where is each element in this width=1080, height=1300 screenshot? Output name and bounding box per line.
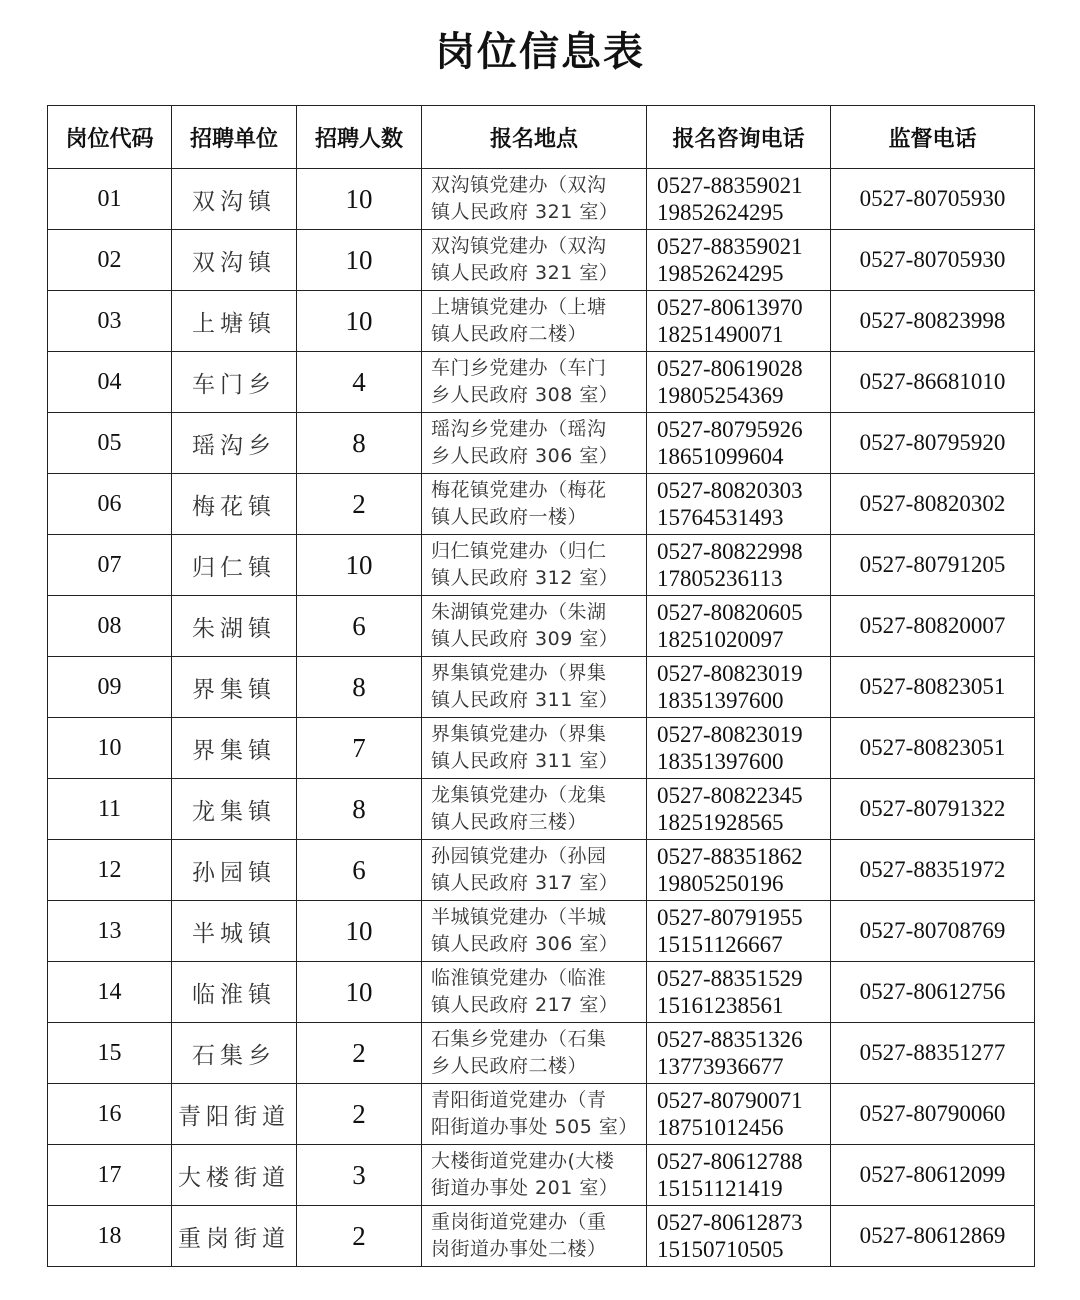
registration-place-line-2: 镇人民政府 311 室） bbox=[431, 750, 619, 772]
registration-place-line-1: 朱湖镇党建办（朱湖 bbox=[431, 601, 607, 623]
recruiting-unit-cell: 重岗街道 bbox=[172, 1206, 297, 1267]
inquiry-phone-cell bbox=[647, 840, 831, 901]
registration-place-line-1: 界集镇党建办（界集 bbox=[431, 723, 607, 745]
recruit-count-cell: 10 bbox=[297, 291, 422, 352]
inquiry-phone-cell bbox=[647, 779, 831, 840]
registration-place-cell bbox=[422, 291, 647, 352]
table-body bbox=[48, 169, 1035, 1267]
table-row bbox=[48, 657, 1035, 718]
inquiry-landline: 0527-88359021 bbox=[657, 173, 803, 198]
registration-place-cell bbox=[422, 230, 647, 291]
inquiry-landline: 0527-80791955 bbox=[657, 905, 803, 930]
inquiry-mobile: 18651099604 bbox=[657, 444, 784, 469]
inquiry-landline: 0527-88351862 bbox=[657, 844, 803, 869]
recruiting-unit-cell: 朱湖镇 bbox=[172, 596, 297, 657]
inquiry-mobile: 17805236113 bbox=[657, 566, 783, 591]
registration-place-cell bbox=[422, 1084, 647, 1145]
header-recruit-count: 招聘人数 bbox=[297, 106, 422, 169]
inquiry-phone-cell bbox=[647, 596, 831, 657]
inquiry-mobile: 15151126667 bbox=[657, 932, 783, 957]
supervision-phone-cell: 0527-88351972 bbox=[831, 840, 1035, 901]
header-position-code: 岗位代码 bbox=[48, 106, 172, 169]
registration-place-cell bbox=[422, 657, 647, 718]
registration-place-cell bbox=[422, 169, 647, 230]
inquiry-landline: 0527-80795926 bbox=[657, 417, 803, 442]
inquiry-landline: 0527-88359021 bbox=[657, 234, 803, 259]
registration-place-cell bbox=[422, 474, 647, 535]
recruit-count-cell: 10 bbox=[297, 169, 422, 230]
inquiry-phone-cell bbox=[647, 474, 831, 535]
table-row bbox=[48, 1206, 1035, 1267]
inquiry-landline: 0527-88351326 bbox=[657, 1027, 803, 1052]
table-row bbox=[48, 413, 1035, 474]
recruiting-unit-cell: 青阳街道 bbox=[172, 1084, 297, 1145]
supervision-phone-cell: 0527-80705930 bbox=[831, 230, 1035, 291]
supervision-phone-cell: 0527-88351277 bbox=[831, 1023, 1035, 1084]
supervision-phone-cell: 0527-80823051 bbox=[831, 657, 1035, 718]
registration-place-cell bbox=[422, 901, 647, 962]
inquiry-mobile: 15764531493 bbox=[657, 505, 784, 530]
table-row bbox=[48, 779, 1035, 840]
registration-place-line-1: 大楼街道党建办(大楼 bbox=[431, 1150, 615, 1172]
inquiry-phone-cell bbox=[647, 1145, 831, 1206]
registration-place-line-1: 龙集镇党建办（龙集 bbox=[431, 784, 607, 806]
registration-place-line-2: 乡人民政府二楼） bbox=[431, 1055, 588, 1077]
inquiry-phone-cell bbox=[647, 901, 831, 962]
supervision-phone-cell: 0527-80612099 bbox=[831, 1145, 1035, 1206]
recruit-count-cell: 3 bbox=[297, 1145, 422, 1206]
position-info-table-container bbox=[47, 105, 1035, 1267]
registration-place-line-2: 阳街道办事处 505 室） bbox=[431, 1116, 638, 1138]
recruiting-unit-cell: 界集镇 bbox=[172, 657, 297, 718]
registration-place-cell bbox=[422, 1145, 647, 1206]
inquiry-phone-cell bbox=[647, 535, 831, 596]
inquiry-landline: 0527-80613970 bbox=[657, 295, 803, 320]
supervision-phone-cell: 0527-80820302 bbox=[831, 474, 1035, 535]
registration-place-line-2: 镇人民政府 311 室） bbox=[431, 689, 619, 711]
registration-place-cell bbox=[422, 352, 647, 413]
registration-place-line-1: 双沟镇党建办（双沟 bbox=[431, 174, 607, 196]
position-code-cell: 11 bbox=[48, 779, 172, 840]
supervision-phone-cell: 0527-80612756 bbox=[831, 962, 1035, 1023]
inquiry-phone-cell bbox=[647, 1023, 831, 1084]
inquiry-landline: 0527-80822345 bbox=[657, 783, 803, 808]
supervision-phone-cell: 0527-80791322 bbox=[831, 779, 1035, 840]
registration-place-cell bbox=[422, 840, 647, 901]
recruit-count-cell: 2 bbox=[297, 1206, 422, 1267]
inquiry-mobile: 19852624295 bbox=[657, 200, 784, 225]
supervision-phone-cell: 0527-80820007 bbox=[831, 596, 1035, 657]
inquiry-landline: 0527-80820605 bbox=[657, 600, 803, 625]
recruit-count-cell: 2 bbox=[297, 474, 422, 535]
recruit-count-cell: 10 bbox=[297, 535, 422, 596]
registration-place-cell bbox=[422, 962, 647, 1023]
registration-place-cell bbox=[422, 596, 647, 657]
table-row bbox=[48, 901, 1035, 962]
position-code-cell: 03 bbox=[48, 291, 172, 352]
table-row bbox=[48, 352, 1035, 413]
position-code-cell: 10 bbox=[48, 718, 172, 779]
recruit-count-cell: 7 bbox=[297, 718, 422, 779]
inquiry-landline: 0527-80822998 bbox=[657, 539, 803, 564]
inquiry-mobile: 18351397600 bbox=[657, 749, 784, 774]
inquiry-phone-cell bbox=[647, 962, 831, 1023]
registration-place-line-1: 归仁镇党建办（归仁 bbox=[431, 540, 607, 562]
supervision-phone-cell: 0527-80823998 bbox=[831, 291, 1035, 352]
position-code-cell: 16 bbox=[48, 1084, 172, 1145]
inquiry-phone-cell bbox=[647, 1206, 831, 1267]
supervision-phone-cell: 0527-80612869 bbox=[831, 1206, 1035, 1267]
supervision-phone-cell: 0527-80790060 bbox=[831, 1084, 1035, 1145]
position-code-cell: 07 bbox=[48, 535, 172, 596]
position-code-cell: 09 bbox=[48, 657, 172, 718]
registration-place-line-2: 镇人民政府一楼） bbox=[431, 506, 588, 528]
table-row bbox=[48, 596, 1035, 657]
recruit-count-cell: 4 bbox=[297, 352, 422, 413]
registration-place-line-1: 临淮镇党建办（临淮 bbox=[431, 967, 607, 989]
table-row bbox=[48, 291, 1035, 352]
registration-place-cell bbox=[422, 535, 647, 596]
inquiry-landline: 0527-80619028 bbox=[657, 356, 803, 381]
recruiting-unit-cell: 龙集镇 bbox=[172, 779, 297, 840]
recruit-count-cell: 8 bbox=[297, 413, 422, 474]
header-inquiry-phone: 报名咨询电话 bbox=[647, 106, 831, 169]
inquiry-phone-cell bbox=[647, 1084, 831, 1145]
registration-place-line-1: 梅花镇党建办（梅花 bbox=[431, 479, 607, 501]
registration-place-line-2: 镇人民政府 306 室） bbox=[431, 933, 619, 955]
registration-place-line-1: 双沟镇党建办（双沟 bbox=[431, 235, 607, 257]
inquiry-mobile: 18251020097 bbox=[657, 627, 784, 652]
recruiting-unit-cell: 双沟镇 bbox=[172, 169, 297, 230]
registration-place-line-1: 界集镇党建办（界集 bbox=[431, 662, 607, 684]
recruit-count-cell: 6 bbox=[297, 596, 422, 657]
supervision-phone-cell: 0527-80795920 bbox=[831, 413, 1035, 474]
recruiting-unit-cell: 孙园镇 bbox=[172, 840, 297, 901]
supervision-phone-cell: 0527-80705930 bbox=[831, 169, 1035, 230]
recruiting-unit-cell: 上塘镇 bbox=[172, 291, 297, 352]
position-code-cell: 02 bbox=[48, 230, 172, 291]
registration-place-cell bbox=[422, 779, 647, 840]
inquiry-mobile: 15161238561 bbox=[657, 993, 784, 1018]
table-row bbox=[48, 169, 1035, 230]
registration-place-cell bbox=[422, 413, 647, 474]
table-row bbox=[48, 962, 1035, 1023]
registration-place-line-2: 镇人民政府 321 室） bbox=[431, 201, 619, 223]
position-code-cell: 14 bbox=[48, 962, 172, 1023]
registration-place-line-2: 镇人民政府 217 室） bbox=[431, 994, 619, 1016]
inquiry-phone-cell bbox=[647, 169, 831, 230]
position-code-cell: 01 bbox=[48, 169, 172, 230]
position-code-cell: 06 bbox=[48, 474, 172, 535]
page-title: 岗位信息表 bbox=[435, 29, 645, 75]
table-header-row bbox=[48, 106, 1035, 169]
recruiting-unit-cell: 界集镇 bbox=[172, 718, 297, 779]
header-supervision-phone: 监督电话 bbox=[831, 106, 1035, 169]
recruiting-unit-cell: 梅花镇 bbox=[172, 474, 297, 535]
recruit-count-cell: 10 bbox=[297, 230, 422, 291]
recruiting-unit-cell: 归仁镇 bbox=[172, 535, 297, 596]
registration-place-line-1: 半城镇党建办（半城 bbox=[431, 906, 607, 928]
table-row bbox=[48, 1023, 1035, 1084]
recruiting-unit-cell: 车门乡 bbox=[172, 352, 297, 413]
header-recruiting-unit: 招聘单位 bbox=[172, 106, 297, 169]
recruiting-unit-cell: 半城镇 bbox=[172, 901, 297, 962]
inquiry-landline: 0527-80612788 bbox=[657, 1149, 803, 1174]
recruit-count-cell: 8 bbox=[297, 779, 422, 840]
supervision-phone-cell: 0527-80791205 bbox=[831, 535, 1035, 596]
registration-place-line-2: 镇人民政府 321 室） bbox=[431, 262, 619, 284]
inquiry-phone-cell bbox=[647, 352, 831, 413]
inquiry-mobile: 19852624295 bbox=[657, 261, 784, 286]
recruit-count-cell: 10 bbox=[297, 901, 422, 962]
recruiting-unit-cell: 瑶沟乡 bbox=[172, 413, 297, 474]
inquiry-phone-cell bbox=[647, 718, 831, 779]
registration-place-line-1: 瑶沟乡党建办（瑶沟 bbox=[431, 418, 607, 440]
inquiry-mobile: 15150710505 bbox=[657, 1237, 784, 1262]
inquiry-landline: 0527-88351529 bbox=[657, 966, 803, 991]
registration-place-line-1: 石集乡党建办（石集 bbox=[431, 1028, 607, 1050]
registration-place-line-2: 镇人民政府 309 室） bbox=[431, 628, 619, 650]
registration-place-line-1: 重岗街道党建办（重 bbox=[431, 1211, 607, 1233]
registration-place-line-2: 乡人民政府 306 室） bbox=[431, 445, 619, 467]
table-row bbox=[48, 535, 1035, 596]
registration-place-line-2: 镇人民政府二楼） bbox=[431, 323, 588, 345]
inquiry-mobile: 18351397600 bbox=[657, 688, 784, 713]
recruit-count-cell: 6 bbox=[297, 840, 422, 901]
inquiry-mobile: 19805250196 bbox=[657, 871, 784, 896]
registration-place-line-2: 镇人民政府三楼） bbox=[431, 811, 588, 833]
registration-place-cell bbox=[422, 718, 647, 779]
inquiry-landline: 0527-80612873 bbox=[657, 1210, 803, 1235]
supervision-phone-cell: 0527-80708769 bbox=[831, 901, 1035, 962]
inquiry-mobile: 13773936677 bbox=[657, 1054, 784, 1079]
inquiry-mobile: 18251928565 bbox=[657, 810, 784, 835]
supervision-phone-cell: 0527-86681010 bbox=[831, 352, 1035, 413]
table-row bbox=[48, 1145, 1035, 1206]
inquiry-phone-cell bbox=[647, 657, 831, 718]
inquiry-mobile: 18751012456 bbox=[657, 1115, 784, 1140]
position-code-cell: 18 bbox=[48, 1206, 172, 1267]
position-code-cell: 08 bbox=[48, 596, 172, 657]
position-code-cell: 17 bbox=[48, 1145, 172, 1206]
recruiting-unit-cell: 双沟镇 bbox=[172, 230, 297, 291]
position-code-cell: 04 bbox=[48, 352, 172, 413]
inquiry-phone-cell bbox=[647, 230, 831, 291]
recruiting-unit-cell: 临淮镇 bbox=[172, 962, 297, 1023]
position-info-table bbox=[47, 105, 1035, 1267]
registration-place-line-1: 孙园镇党建办（孙园 bbox=[431, 845, 607, 867]
recruit-count-cell: 10 bbox=[297, 962, 422, 1023]
recruiting-unit-cell: 石集乡 bbox=[172, 1023, 297, 1084]
registration-place-line-1: 上塘镇党建办（上塘 bbox=[431, 296, 607, 318]
table-row bbox=[48, 230, 1035, 291]
registration-place-line-1: 青阳街道党建办（青 bbox=[431, 1089, 607, 1111]
inquiry-mobile: 18251490071 bbox=[657, 322, 784, 347]
supervision-phone-cell: 0527-80823051 bbox=[831, 718, 1035, 779]
registration-place-line-2: 岗街道办事处二楼） bbox=[431, 1238, 607, 1260]
header-registration-place: 报名地点 bbox=[422, 106, 647, 169]
position-code-cell: 13 bbox=[48, 901, 172, 962]
inquiry-landline: 0527-80820303 bbox=[657, 478, 803, 503]
inquiry-mobile: 15151121419 bbox=[657, 1176, 783, 1201]
registration-place-line-2: 街道办事处 201 室） bbox=[431, 1177, 619, 1199]
position-code-cell: 12 bbox=[48, 840, 172, 901]
recruit-count-cell: 2 bbox=[297, 1084, 422, 1145]
inquiry-landline: 0527-80790071 bbox=[657, 1088, 803, 1113]
table-row bbox=[48, 1084, 1035, 1145]
position-code-cell: 05 bbox=[48, 413, 172, 474]
table-row bbox=[48, 840, 1035, 901]
table-row bbox=[48, 718, 1035, 779]
registration-place-line-2: 镇人民政府 317 室） bbox=[431, 872, 619, 894]
registration-place-line-2: 乡人民政府 308 室） bbox=[431, 384, 619, 406]
inquiry-mobile: 19805254369 bbox=[657, 383, 784, 408]
registration-place-cell bbox=[422, 1023, 647, 1084]
recruit-count-cell: 8 bbox=[297, 657, 422, 718]
registration-place-line-1: 车门乡党建办（车门 bbox=[431, 357, 607, 379]
registration-place-cell bbox=[422, 1206, 647, 1267]
inquiry-landline: 0527-80823019 bbox=[657, 722, 803, 747]
registration-place-line-2: 镇人民政府 312 室） bbox=[431, 567, 619, 589]
table-row bbox=[48, 474, 1035, 535]
inquiry-landline: 0527-80823019 bbox=[657, 661, 803, 686]
recruit-count-cell: 2 bbox=[297, 1023, 422, 1084]
position-code-cell: 15 bbox=[48, 1023, 172, 1084]
inquiry-phone-cell bbox=[647, 291, 831, 352]
recruiting-unit-cell: 大楼街道 bbox=[172, 1145, 297, 1206]
inquiry-phone-cell bbox=[647, 413, 831, 474]
